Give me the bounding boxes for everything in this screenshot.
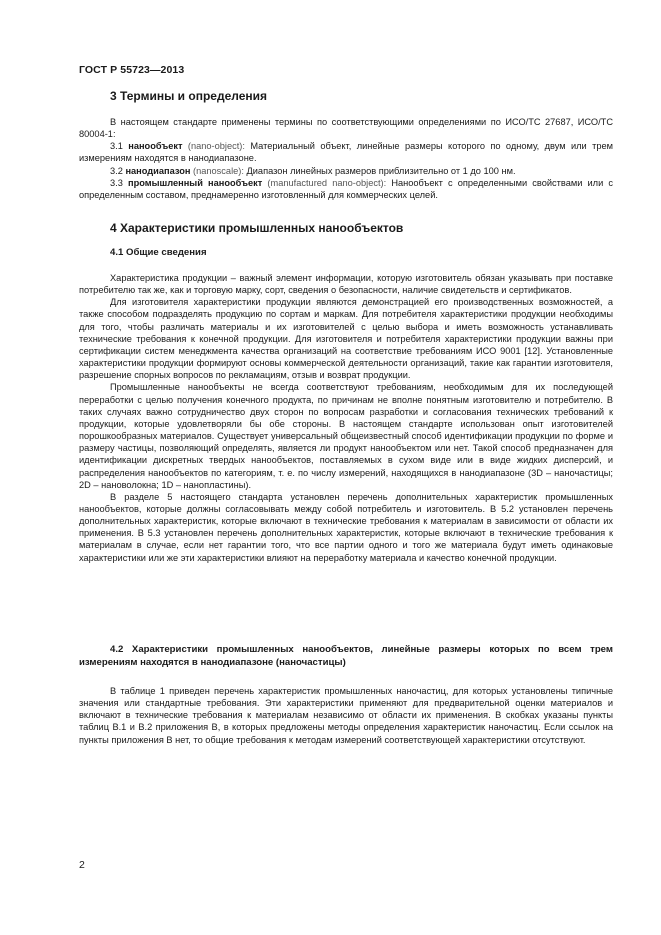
- term-number: 3.2: [110, 165, 123, 176]
- subsection-4-1-body: [79, 272, 613, 564]
- term-3-1: [79, 140, 613, 164]
- paragraph: Для изготовителя характеристики продукции являются демонстрацией его производственных возможностей, а также способом подразделять продукцию по сортам и маркам. Для потребителя характеристики продукции необходимы для того, чтобы различать материалы и их изготовителей с целью выбора и иметь возможность устанавливать технические требования к конечной продукции. Для изготовителя и потребителя характеристики продукции важны при сертификации систем менеджмента качества организаций на соответствие требованиям ИСО 9001 [12]. Установленные характеристики продукции формируют основы коммерческой деятельности организаций, такие как гарантии изготовителя, разрешение спорных вопросов по рекламациям, отзыв и возврат продукции.: [79, 297, 613, 381]
- term-english: (nano-object):: [187, 141, 245, 152]
- paragraph: В таблице 1 приведен перечень характеристик промышленных наночастиц, для которых установлены типичные значения или стандартные требования. Эти характеристики применяют для предварительной оценки материалов и включают в технические требования к материалам независимо от области их применения. В скобках указаны пункты таблиц В.1 и В.2 приложения В, в которых предложены методы определения характеристик наночастиц. Если ссылок на пункты приложения В нет, то общие требования к методам измерений соответствующей характеристики отсутствуют.: [79, 686, 613, 745]
- section-3-body: [79, 116, 613, 201]
- term-definition: Диапазон линейных размеров приблизительно от 1 до 100 нм.: [246, 165, 516, 176]
- term-number: 3.1: [110, 141, 123, 152]
- paragraph: Характеристика продукции – важный элемент информации, которую изготовитель обязан указывать при поставке потребителю так же, как и торговую марку, сорт, сведения о безопасности, наличие свидетельств и сертификатов.: [79, 273, 613, 296]
- term-3-2: [79, 165, 613, 177]
- section-3-heading: 3 Термины и определения: [110, 89, 268, 103]
- term-name: нанообъект: [128, 141, 183, 152]
- term-definition: Материальный объект, линейные размеры которого по одному, двум или трем измерениям находятся в нанодиапазоне.: [79, 141, 613, 164]
- paragraph: Промышленные нанообъекты не всегда соответствуют требованиям, необходимым для их последующей переработки с целью получения конечного продукта, по причинам не вполне понятным изготовителю и потребителю. В таких случаях важно сотрудничество двух сторон по вопросам разработки и согласования технических требований к продукции, которые удовлетворяли бы обе стороны. В настоящем стандарте использован опыт изготовителей порошкообразных материалов. Существует универсальный общеизвестный способ идентификации продукции по форме и размеру частицы, позволяющий определять, является ли продукт нанообъектом или нет. Такой способ предназначен для идентификации дискретных твердых нанообъектов, поставляемых в сухом виде или в виде жидких дисперсий, и распределения нанообъектов по категориям, т. е. по числу измерений, находящихся в нанодиапазоне (3D – наночастицы; 2D – нановолокна; 1D – нанопластины).: [79, 382, 613, 490]
- term-name: нанодиапазон: [125, 165, 191, 176]
- paragraph: В разделе 5 настоящего стандарта установлен перечень дополнительных характеристик промышленных нанообъектов, которые должны согласовывать между собой потребитель и изготовитель. В 5.2 установлен перечень дополнительных характеристик, которые включают в технические требования к материалам в зависимости от области их применения. В 5.3 установлен перечень дополнительных характеристик, которые включают в технические требования к материалам в случае, если нет гарантии того, что все партии одного и того же материала будут иметь одинаковые характеристики или же эти характеристики влияют на переработку материала и качество конечной продукции.: [79, 491, 613, 563]
- term-english: (manufactured nano-object):: [267, 177, 387, 188]
- subsection-4-1-heading: 4.1 Общие сведения: [110, 247, 207, 258]
- page-number: 2: [79, 859, 85, 871]
- term-english: (nanoscale):: [193, 165, 244, 176]
- term-number: 3.3: [110, 177, 123, 188]
- section-4-heading: 4 Характеристики промышленных нанообъектов: [110, 221, 404, 235]
- term-name: промышленный нанообъект: [128, 177, 263, 188]
- standard-number: ГОСТ Р 55723—2013: [79, 64, 185, 76]
- subsection-4-2-body: [79, 685, 613, 746]
- term-3-3: [79, 177, 613, 201]
- section-3-intro: В настоящем стандарте применены термины по соответствующими определениями по ИСО/ТС 27687, ИСО/ТС 80004-1:: [79, 117, 613, 140]
- term-definition: Нанообъект с определенными свойствами или с определенным составом, преднамеренно изготовленный для коммерческих целей.: [79, 177, 613, 200]
- subsection-4-2-heading: 4.2 Характеристики промышленных нанообъектов, линейные размеры которых по всем трем измерениям находятся в нанодиапазоне (наночастицы): [79, 644, 613, 668]
